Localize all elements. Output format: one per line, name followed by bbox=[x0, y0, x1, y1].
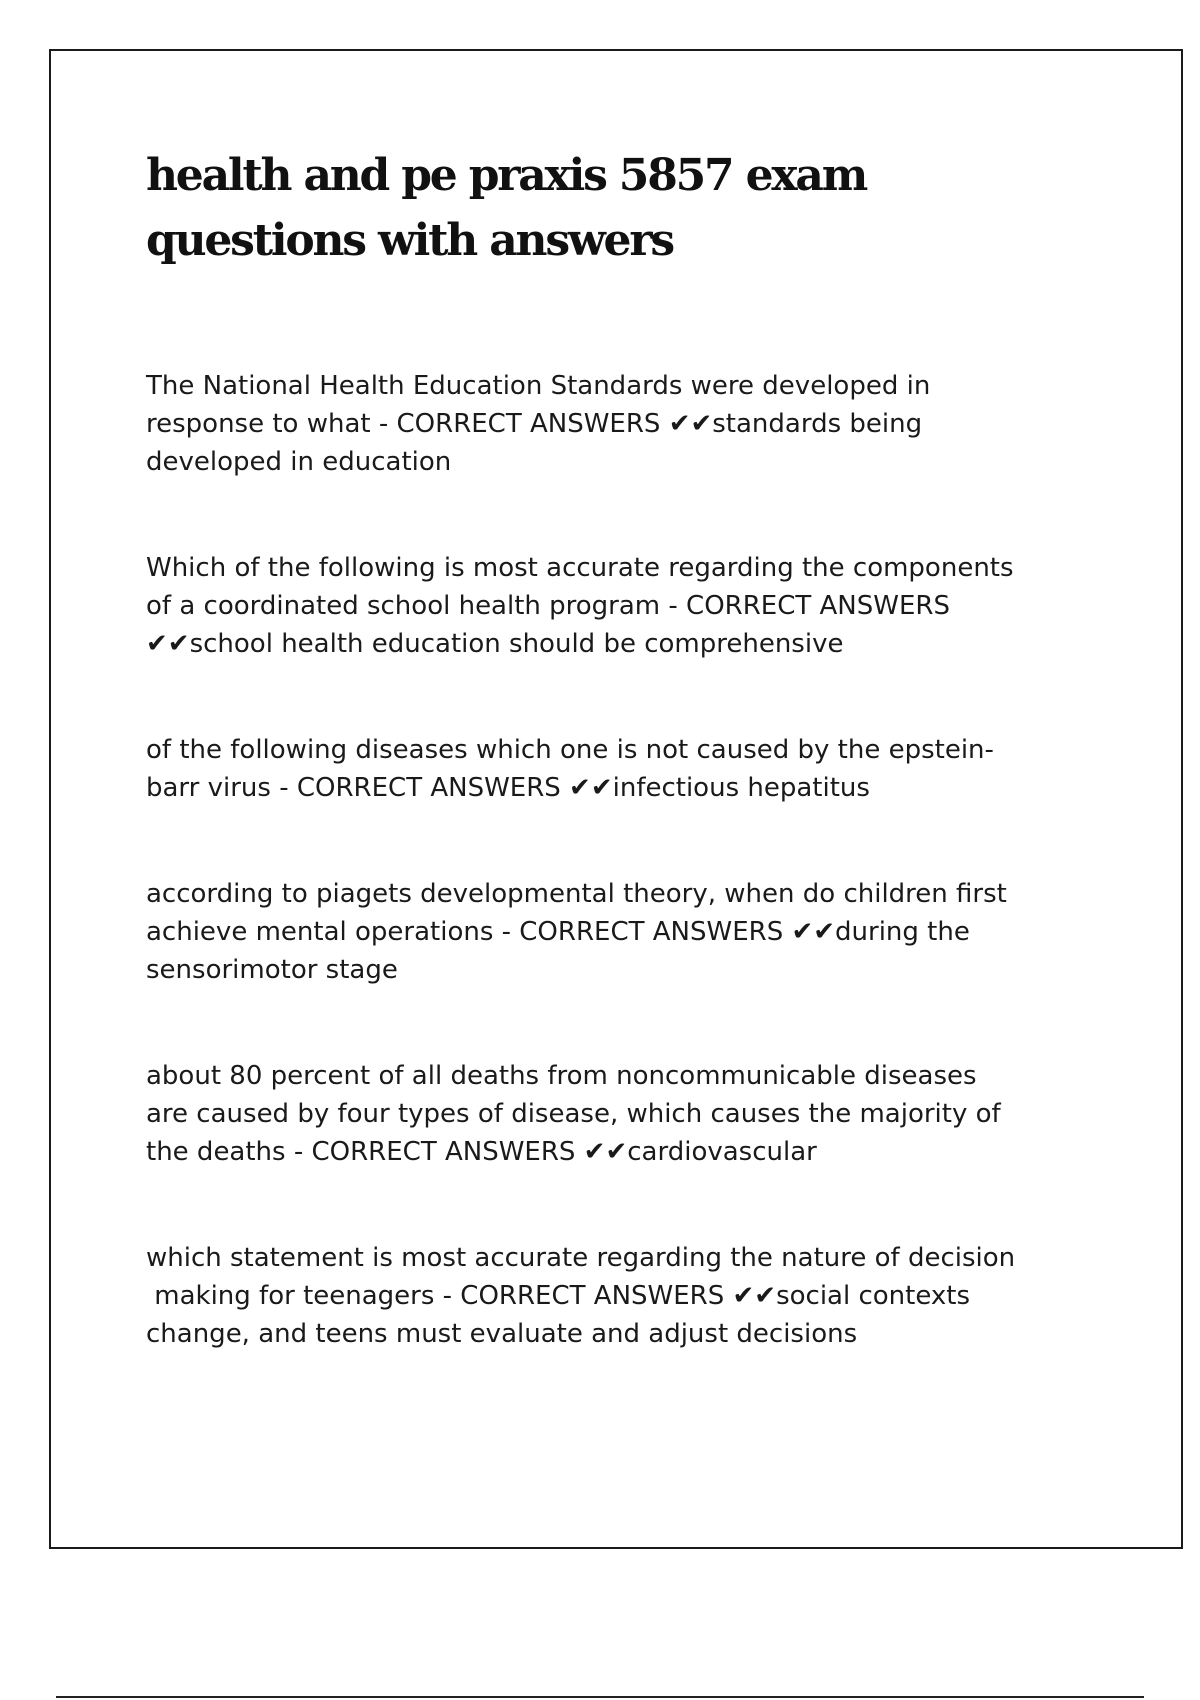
qa-text: Which of the following is most accurate regarding the components of a coordinated school health program - CORRECT ANSWERS ✔✔school health education should be comprehensive bbox=[146, 553, 1014, 659]
qa-text: according to piagets developmental theory, when do children first achieve mental operations - CORRECT ANSWERS ✔✔during the sensorimotor stage bbox=[146, 879, 1007, 985]
qa-text: of the following diseases which one is not caused by the epstein- barr virus - CORRECT ANSWERS ✔✔infectious hepatitus bbox=[146, 735, 994, 803]
qa-item bbox=[146, 367, 1091, 481]
qa-item bbox=[146, 731, 1091, 807]
qa-item bbox=[146, 1057, 1091, 1171]
qa-item bbox=[146, 549, 1091, 663]
qa-list bbox=[146, 367, 1091, 1421]
document-title: health and pe praxis 5857 exam questions with answers bbox=[146, 150, 867, 266]
qa-item bbox=[146, 875, 1091, 989]
footer-divider bbox=[56, 1696, 1144, 1698]
qa-text: The National Health Education Standards were developed in response to what - CORRECT ANSWERS ✔✔standards being developed in education bbox=[146, 371, 931, 477]
qa-item bbox=[146, 1239, 1091, 1353]
qa-text: which statement is most accurate regarding the nature of decision making for teenagers - CORRECT ANSWERS ✔✔social contexts change, and teens must evaluate and adjust decisions bbox=[146, 1243, 1016, 1349]
qa-text: about 80 percent of all deaths from noncommunicable diseases are caused by four types of disease, which causes the majority of the deaths - CORRECT ANSWERS ✔✔cardiovascular bbox=[146, 1061, 1001, 1167]
